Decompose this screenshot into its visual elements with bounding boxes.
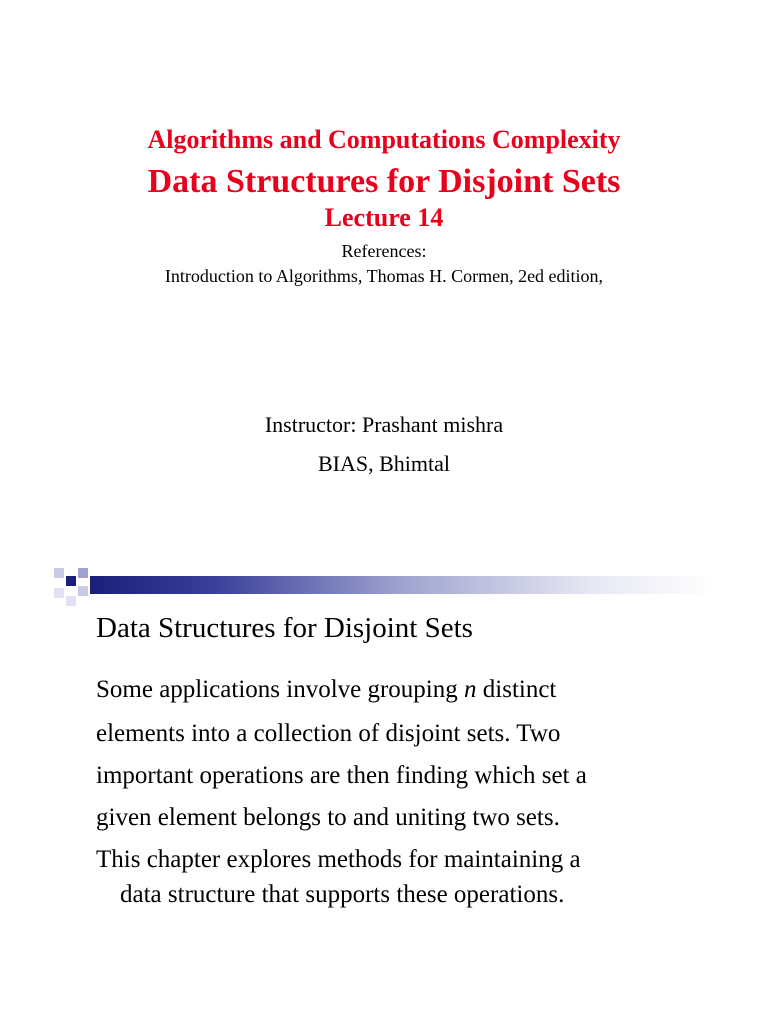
slide-decoration	[54, 568, 714, 608]
references-label: References:	[341, 241, 427, 261]
slide-heading: Data Structures for Disjoint Sets	[96, 612, 473, 644]
decor-square	[66, 576, 76, 586]
reference-text: Introduction to Algorithms, Thomas H. Cormen, 2ed edition,	[164, 266, 604, 286]
decor-square	[78, 586, 88, 596]
variable-n: n	[464, 676, 477, 703]
body-line: This chapter explores methods for maintaining a	[96, 846, 581, 873]
decor-square	[54, 568, 64, 578]
body-line: elements into a collection of disjoint sets. Two	[96, 720, 561, 747]
course-title: Algorithms and Computations Complexity	[147, 125, 621, 154]
body-line: important operations are then finding which set a	[96, 762, 587, 789]
decor-square	[78, 568, 88, 578]
decor-square	[66, 596, 76, 606]
lecture-number: Lecture 14	[324, 203, 444, 232]
body-line: data structure that supports these operations.	[120, 881, 565, 908]
body-text: Some applications involve grouping	[96, 676, 465, 703]
body-text: distinct	[476, 676, 557, 703]
body-line: given element belongs to and uniting two sets.	[96, 804, 560, 831]
decor-square	[54, 588, 64, 598]
organization: BIAS, Bhimtal	[317, 451, 450, 476]
instructor-name: Instructor: Prashant mishra	[264, 412, 504, 437]
decor-gradient-bar	[90, 576, 714, 594]
body-line	[96, 676, 556, 704]
lecture-main-title: Data Structures for Disjoint Sets	[147, 163, 621, 200]
